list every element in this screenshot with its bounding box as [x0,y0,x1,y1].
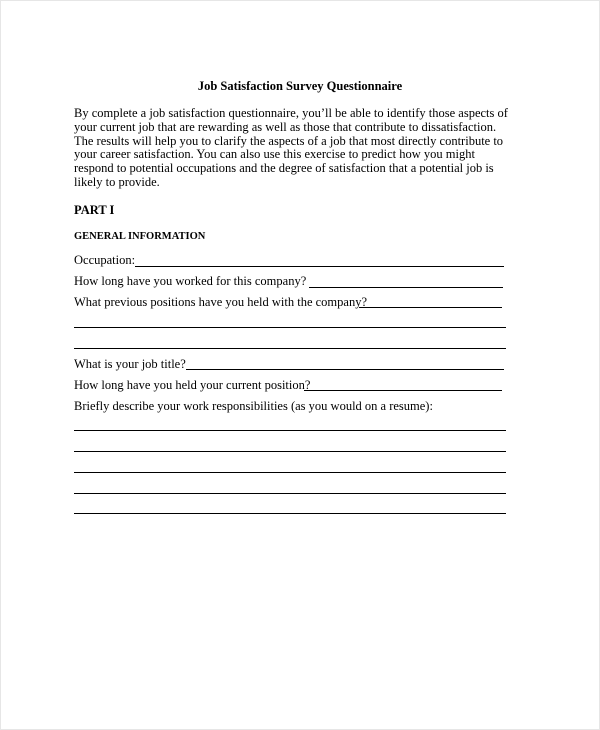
responsibilities-answer-line-3[interactable] [74,472,506,473]
job-title-answer-line[interactable] [186,369,504,370]
tenure-company-answer-line[interactable] [309,287,503,288]
previous-positions-answer-line-1[interactable] [359,307,502,308]
responsibilities-answer-line-5[interactable] [74,513,506,514]
previous-positions-answer-line-2[interactable] [74,327,506,328]
tenure-position-label: How long have you held your current position? [74,378,311,392]
occupation-label: Occupation: [74,253,136,267]
tenure-company-label: How long have you worked for this company? [74,274,307,288]
responsibilities-label: Briefly describe your work responsibilities (as you would on a resume): [74,399,433,413]
document-title: Job Satisfaction Survey Questionnaire [197,79,403,93]
responsibilities-answer-line-4[interactable] [74,493,506,494]
job-title-label: What is your job title? [74,357,186,371]
previous-positions-label: What previous positions have you held with the company? [74,295,367,309]
section-heading: GENERAL INFORMATION [74,231,206,242]
occupation-answer-line[interactable] [135,266,504,267]
part-heading: PART I [74,203,115,217]
responsibilities-answer-line-1[interactable] [74,430,506,431]
tenure-position-answer-line[interactable] [304,390,502,391]
intro-paragraph: By complete a job satisfaction questionnaire, you’ll be able to identify those aspects of your current job that are rewarding as well as those that contribute to dissatisfaction. The results will help you to clarify the aspects of a job that most directly contribute to your career satisfaction. You can also use this exercise to predict how you might respond to potential occupations and the degree of satisfaction that a potential job is likely to provide. [74,106,508,189]
responsibilities-answer-line-2[interactable] [74,451,506,452]
previous-positions-answer-line-3[interactable] [74,348,506,349]
